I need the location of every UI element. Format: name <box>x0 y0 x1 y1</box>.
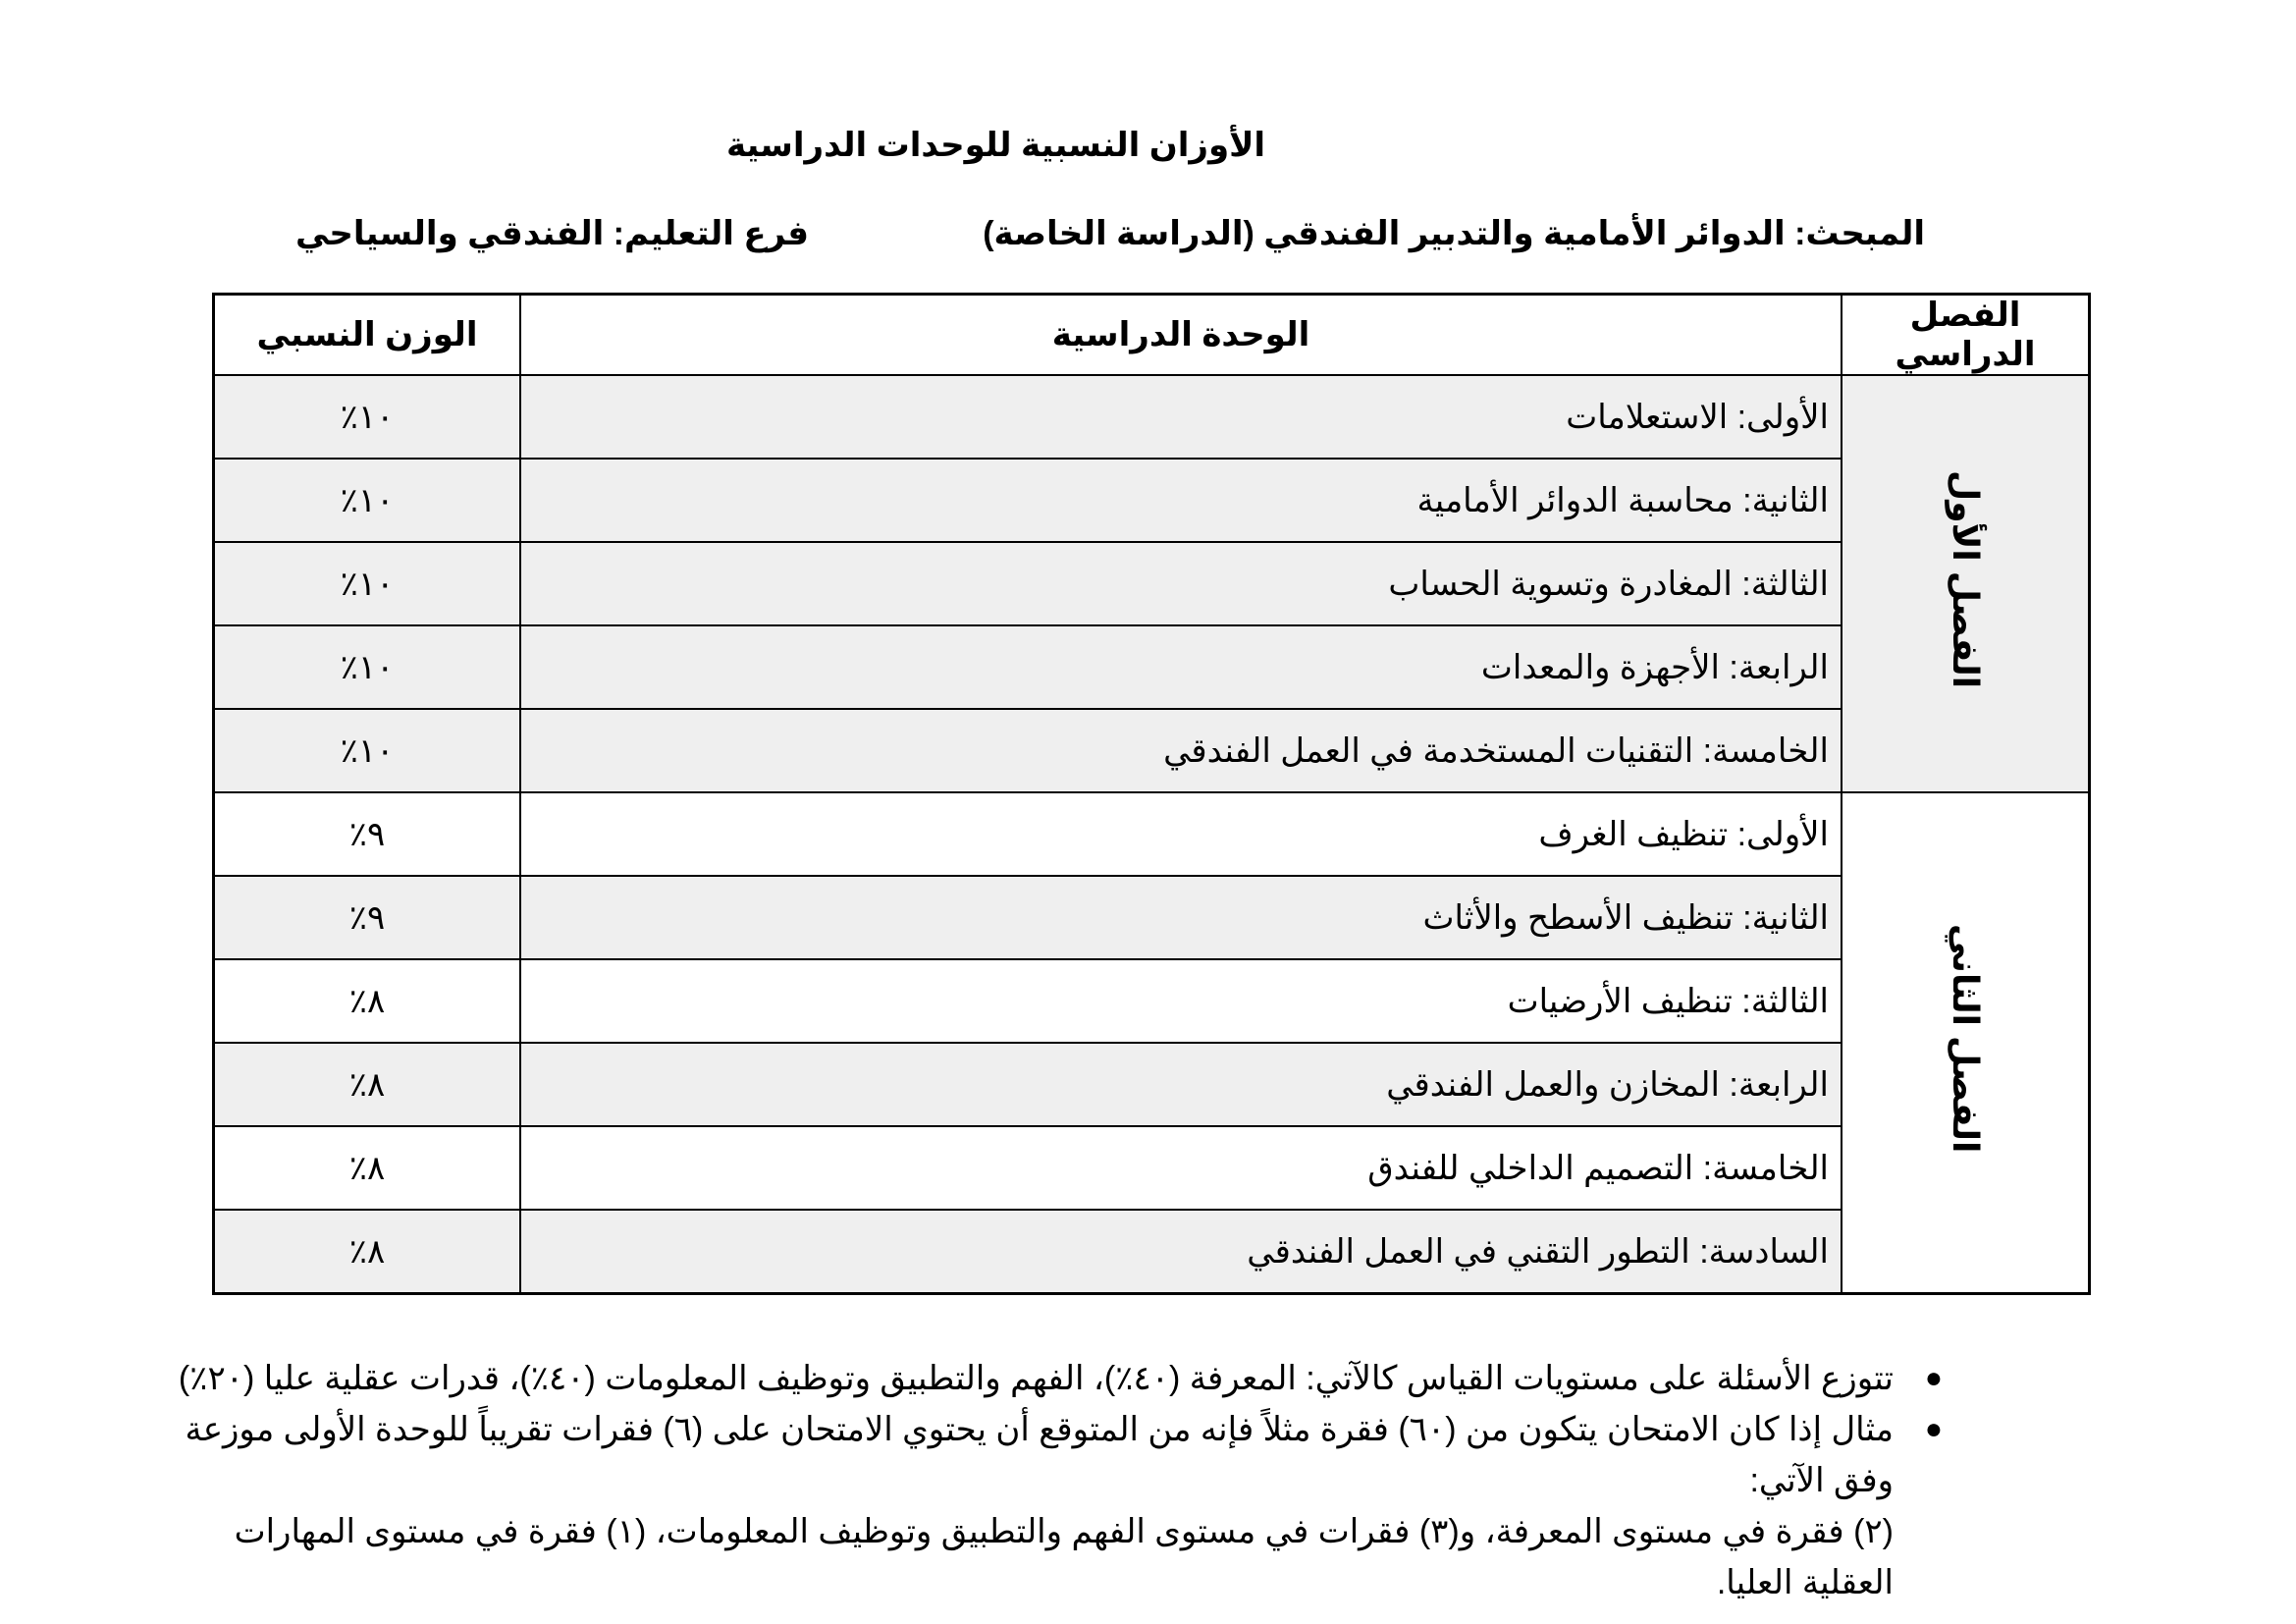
table-row <box>214 542 2090 625</box>
subject-label: المبحث: الدوائر الأمامية والتدبير الفندقي (الدراسة الخاصة) <box>983 215 1925 252</box>
table-row <box>214 876 2090 959</box>
semester-label: الفصل الأول <box>1946 469 1986 689</box>
weight-cell: ٩٪ <box>214 876 521 959</box>
note-text: تتوزع الأسئلة على مستويات القياس كالآتي: المعرفة (٤٠٪)، الفهم والتطبيق وتوظيف المعلومات (٤٠٪)، قدرات عقلية عليا (٢٠٪) <box>178 1360 1894 1397</box>
notes-list <box>0 1353 2296 1608</box>
weights-table <box>212 293 2091 1295</box>
weight-cell: ١٠٪ <box>214 625 521 709</box>
table-row <box>214 625 2090 709</box>
note-item <box>0 1404 2296 1506</box>
table-row <box>214 1043 2090 1126</box>
bullet-icon: ● <box>1924 1362 1943 1394</box>
table-row <box>214 959 2090 1043</box>
weight-cell: ١٠٪ <box>214 542 521 625</box>
weight-cell: ٨٪ <box>214 1043 521 1126</box>
unit-cell: السادسة: التطور التقني في العمل الفندقي <box>520 1210 1842 1294</box>
branch-label: فرع التعليم: الفندقي والسياحي <box>295 215 809 252</box>
weight-cell: ١٠٪ <box>214 709 521 792</box>
unit-cell: الرابعة: الأجهزة والمعدات <box>520 625 1842 709</box>
weight-cell: ٨٪ <box>214 1210 521 1294</box>
unit-cell: الثانية: تنظيف الأسطح والأثاث <box>520 876 1842 959</box>
unit-cell: الخامسة: التصميم الداخلي للفندق <box>520 1126 1842 1210</box>
unit-cell: الثالثة: المغادرة وتسوية الحساب <box>520 542 1842 625</box>
weight-cell: ٨٪ <box>214 1126 521 1210</box>
header-semester: الفصل الدراسي <box>1842 295 2090 376</box>
header-weight: الوزن النسبي <box>214 295 521 376</box>
weight-cell: ١٠٪ <box>214 459 521 542</box>
table-row <box>214 792 2090 876</box>
semester-cell-second <box>1842 792 2090 1294</box>
unit-cell: الثالثة: تنظيف الأرضيات <box>520 959 1842 1043</box>
table-row <box>214 1210 2090 1294</box>
note-item <box>0 1353 2296 1404</box>
semester-cell-first <box>1842 375 2090 792</box>
table-row <box>214 375 2090 459</box>
unit-cell: الأولى: تنظيف الغرف <box>520 792 1842 876</box>
table-row <box>214 709 2090 792</box>
unit-cell: الثانية: محاسبة الدوائر الأمامية <box>520 459 1842 542</box>
note-text-continuation: (٢) فقرة في مستوى المعرفة، و(٣) فقرات في مستوى الفهم والتطبيق وتوظيف المعلومات، (١) فقرة في مستوى المهارات العقلية العليا. <box>234 1513 1894 1601</box>
unit-cell: الخامسة: التقنيات المستخدمة في العمل الفندقي <box>520 709 1842 792</box>
table-header-row <box>214 295 2090 376</box>
table-row <box>214 1126 2090 1210</box>
weight-cell: ٨٪ <box>214 959 521 1043</box>
unit-cell: الرابعة: المخازن والعمل الفندقي <box>520 1043 1842 1126</box>
semester-label: الفصل الثاني <box>1946 923 1986 1154</box>
note-text: مثال إذا كان الامتحان يتكون من (٦٠) فقرة مثلاً فإنه من المتوقع أن يحتوي الامتحان على (٦) فقرات تقريباً للوحدة الأولى موزعة وفق الآتي: <box>185 1411 1894 1499</box>
bullet-icon: ● <box>1924 1413 1943 1445</box>
table-row <box>214 459 2090 542</box>
header-unit: الوحدة الدراسية <box>520 295 1842 376</box>
weight-cell: ٩٪ <box>214 792 521 876</box>
page-title: الأوزان النسبية للوحدات الدراسية <box>725 127 1266 164</box>
weight-cell: ١٠٪ <box>214 375 521 459</box>
unit-cell: الأولى: الاستعلامات <box>520 375 1842 459</box>
